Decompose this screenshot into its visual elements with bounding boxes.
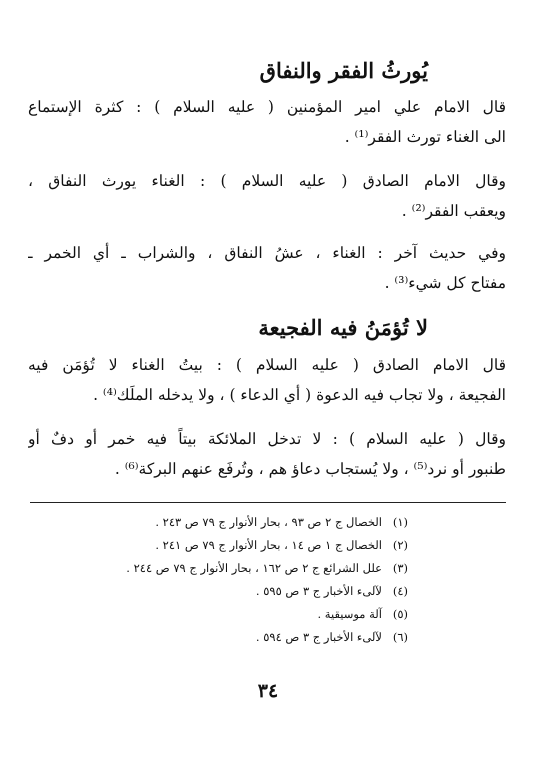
paragraph [28, 350, 506, 410]
footnotes [120, 511, 408, 649]
footnote [120, 603, 408, 626]
footnote-text: آلة موسيقية . [317, 607, 382, 621]
paragraph [28, 238, 506, 298]
text-line: ويعقب الفقر⁽²⁾ . [401, 202, 506, 220]
footnote-text: لآلىء الأخبار ج ٣ ص ٥٩٤ . [255, 630, 382, 644]
footnote-number: (٣) [392, 561, 408, 575]
footnote-divider [30, 502, 506, 503]
footnote [120, 557, 408, 580]
text-line: قال الامام علي امير المؤمنين ( عليه السلام ) : كثرة الإستماع [28, 98, 506, 116]
text-line: وقال الامام الصادق ( عليه السلام ) : الغناء يورث النفاق ، [28, 172, 506, 190]
text-line: طنبور أو نرد⁽⁵⁾ ، ولا يُستجاب دعاؤ هم ، وتُرفَع عنهم البركة⁽⁶⁾ . [114, 460, 506, 478]
footnote-number: (٤) [392, 584, 408, 598]
footnote [120, 511, 408, 534]
text-line: مفتاح كل شيء⁽³⁾ . [384, 274, 506, 292]
section-heading: يُورثُ الفقر والنفاق [259, 58, 428, 83]
text-line: الفجيعة ، ولا تجاب فيه الدعوة ( أي الدعاء ) ، ولا يدخله الملَك⁽⁴⁾ . [93, 386, 506, 404]
footnote-number: (٦) [392, 630, 408, 644]
footnote-number: (١) [392, 515, 408, 529]
text-line: الى الغناء تورث الفقر⁽¹⁾ . [344, 128, 506, 146]
footnote-text: لآلىء الأخبار ج ٣ ص ٥٩٥ . [255, 584, 382, 598]
paragraph [28, 92, 506, 152]
text-line: وقال ( عليه السلام ) : لا تدخل الملائكة بيتاً فيه خمر أو دفٌ أو [28, 430, 506, 448]
text-line: قال الامام الصادق ( عليه السلام ) : بيتُ الغناء لا تُؤمَن فيه [28, 356, 506, 374]
section-heading: لا تُؤمَنُ فيه الفجيعة [258, 315, 428, 340]
footnote-text: علل الشرائع ج ٢ ص ١٦٢ ، بحار الأنوار ج ٧٩ ص ٢٤٤ . [126, 561, 382, 575]
footnote [120, 580, 408, 603]
footnote-text: الخصال ج ٢ ص ٩٣ ، بحار الأنوار ج ٧٩ ص ٢٤٣ . [155, 515, 382, 529]
page-number: ٣٤ [257, 680, 279, 702]
footnote [120, 626, 408, 649]
paragraph [28, 166, 506, 226]
footnote-number: (٢) [392, 538, 408, 552]
footnote-text: الخصال ج ١ ص ١٤ ، بحار الأنوار ج ٧٩ ص ٢٤١ . [155, 538, 382, 552]
footnote-number: (٥) [392, 607, 408, 621]
footnote [120, 534, 408, 557]
text-line: وفي حديث آخر : الغناء ، عشُ النفاق ، والشراب ـ أي الخمر ـ [28, 244, 506, 262]
paragraph [28, 424, 506, 484]
